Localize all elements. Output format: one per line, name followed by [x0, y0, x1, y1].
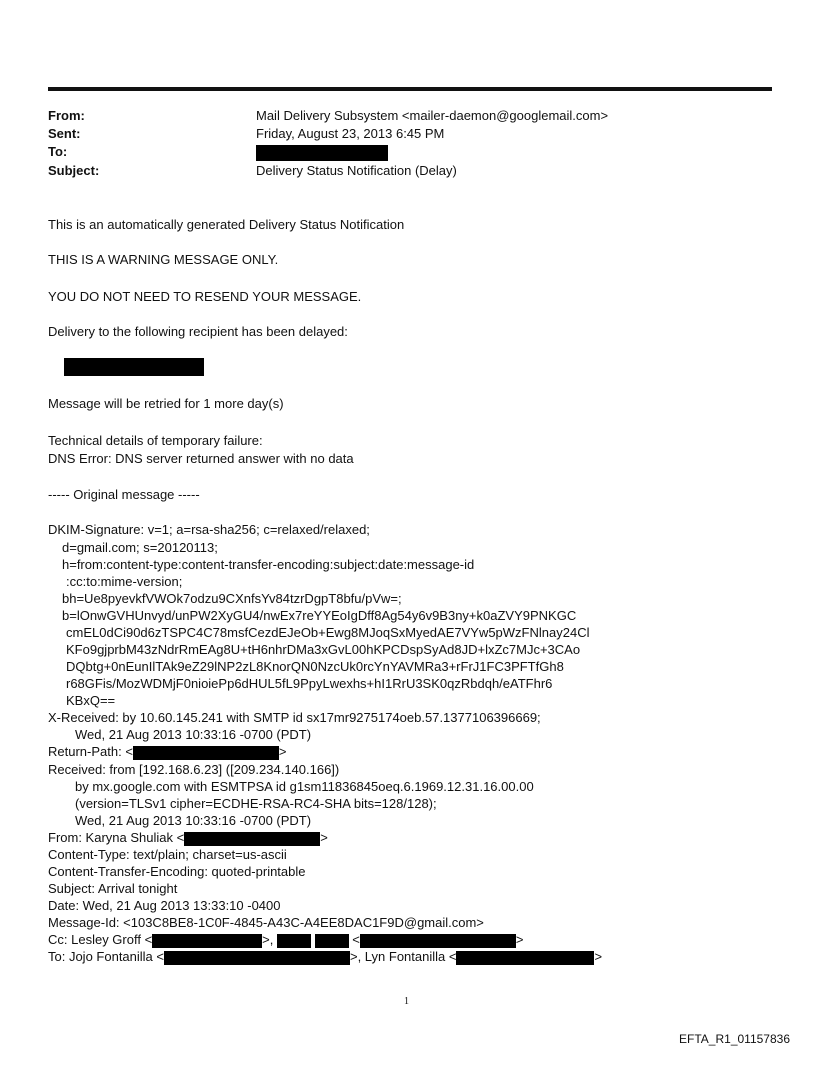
- dkim-line: KFo9gjprbM43zNdrRmEAg8U+tH6nhrDMa3xGvL00hKPCDspSyAd8JD+lxZc7MJc+3CAo: [66, 642, 581, 657]
- to-line: [48, 948, 602, 966]
- dkim-line: cmEL0dCi90d6zTSPC4C78msfCezdEJeOb+Ewg8MJoqSxMyedAE7VYw5pWzFNlnay24Cl: [66, 625, 590, 640]
- subject-value: Delivery Status Notification (Delay): [256, 163, 457, 178]
- cc-prefix: Cc: Lesley Groff <: [48, 932, 153, 947]
- to-label: To:: [48, 144, 68, 159]
- dkim-line: bh=Ue8pyevkfVWOk7odzu9CXnfsYv84tzrDgpT8bfu/pVw=;: [62, 591, 402, 606]
- message-id-line: Message-Id: <103C8BE8-1C0F-4845-A43C-A4EE8DAC1F9D@gmail.com>: [48, 915, 484, 930]
- to-prefix: To: Jojo Fontanilla <: [48, 949, 164, 964]
- from-label: From:: [48, 108, 85, 123]
- content-type-line: Content-Type: text/plain; charset=us-ascii: [48, 847, 287, 862]
- received-line: Wed, 21 Aug 2013 10:33:16 -0700 (PDT): [75, 813, 312, 828]
- dkim-line: h=from:content-type:content-transfer-encoding:subject:date:message-id: [62, 557, 475, 572]
- sent-label: Sent:: [48, 126, 81, 141]
- body-line: YOU DO NOT NEED TO RESEND YOUR MESSAGE.: [48, 289, 362, 304]
- body-line: This is an automatically generated Delivery Status Notification: [48, 217, 405, 232]
- received-line: Received: from [192.168.6.23] ([209.234.140.166]): [48, 762, 340, 777]
- orig-from-line: [48, 829, 328, 847]
- to-suffix: >: [594, 949, 603, 964]
- cc-redaction: [360, 934, 516, 948]
- dkim-line: DQbtg+0nEunIlTAk9eZ29lNP2zL8KnorQN0NzcUk0rcYnYAVMRa3+rFrJ1FC3PFTfGh8: [66, 659, 564, 674]
- return-path-line: [48, 743, 287, 761]
- cc-separator: >,: [262, 932, 274, 947]
- to-separator: >, Lyn Fontanilla <: [349, 949, 457, 964]
- cc-angle-open: <: [352, 932, 360, 947]
- cc-redaction: [152, 934, 262, 948]
- orig-subject-line: Subject: Arrival tonight: [48, 881, 178, 896]
- dkim-line: d=gmail.com; s=20120113;: [62, 540, 218, 555]
- return-path-prefix: Return-Path: <: [48, 744, 133, 759]
- dkim-line: :cc:to:mime-version;: [66, 574, 183, 589]
- body-line: Delivery to the following recipient has been delayed:: [48, 324, 348, 339]
- return-path-suffix: >: [278, 744, 287, 759]
- cc-suffix: >: [515, 932, 524, 947]
- dkim-line: b=lOnwGVHUnvyd/unPW2XyGU4/nwEx7reYYEoIgDff8Ag54y6v9B3ny+k0aZVY9PNKGC: [62, 608, 577, 623]
- cc-redaction: [315, 934, 349, 948]
- orig-from-redaction: [184, 832, 320, 846]
- body-line: THIS IS A WARNING MESSAGE ONLY.: [48, 252, 279, 267]
- cc-redaction: [277, 934, 311, 948]
- sent-value: Friday, August 23, 2013 6:45 PM: [256, 126, 445, 141]
- from-value: Mail Delivery Subsystem <mailer-daemon@googlemail.com>: [256, 108, 609, 123]
- body-line: Technical details of temporary failure:: [48, 433, 263, 448]
- recipient-redaction: [64, 358, 204, 376]
- orig-date-line: Date: Wed, 21 Aug 2013 13:33:10 -0400: [48, 898, 281, 913]
- dkim-line: DKIM-Signature: v=1; a=rsa-sha256; c=relaxed/relaxed;: [48, 522, 370, 537]
- to-redaction: [164, 951, 350, 965]
- x-received-line: Wed, 21 Aug 2013 10:33:16 -0700 (PDT): [75, 727, 312, 742]
- bates-number: EFTA_R1_01157836: [679, 1032, 790, 1046]
- subject-label: Subject:: [48, 163, 100, 178]
- page-number: 1: [404, 996, 409, 1007]
- body-line: ----- Original message -----: [48, 487, 200, 502]
- orig-from-prefix: From: Karyna Shuliak <: [48, 830, 185, 845]
- dkim-line: KBxQ==: [66, 693, 116, 708]
- cte-line: Content-Transfer-Encoding: quoted-printable: [48, 864, 306, 879]
- x-received-line: X-Received: by 10.60.145.241 with SMTP id sx17mr9275174oeb.57.1377106396669;: [48, 710, 541, 725]
- body-line: Message will be retried for 1 more day(s): [48, 396, 284, 411]
- dkim-line: r68GFis/MozWDMjF0nioiePp6dHUL5fL9PpyLwexhs+hI1RrU3SK0qzRbdqh/eATFhr6: [66, 676, 553, 691]
- received-line: by mx.google.com with ESMTPSA id g1sm11836845oeq.6.1969.12.31.16.00.00: [75, 779, 534, 794]
- header-rule: [48, 87, 772, 91]
- cc-line: [48, 931, 523, 949]
- received-line: (version=TLSv1 cipher=ECDHE-RSA-RC4-SHA bits=128/128);: [75, 796, 437, 811]
- body-line: DNS Error: DNS server returned answer with no data: [48, 451, 354, 466]
- to-redaction: [456, 951, 594, 965]
- return-path-redaction: [133, 746, 279, 760]
- to-redaction: [256, 143, 388, 161]
- orig-from-suffix: >: [320, 830, 328, 845]
